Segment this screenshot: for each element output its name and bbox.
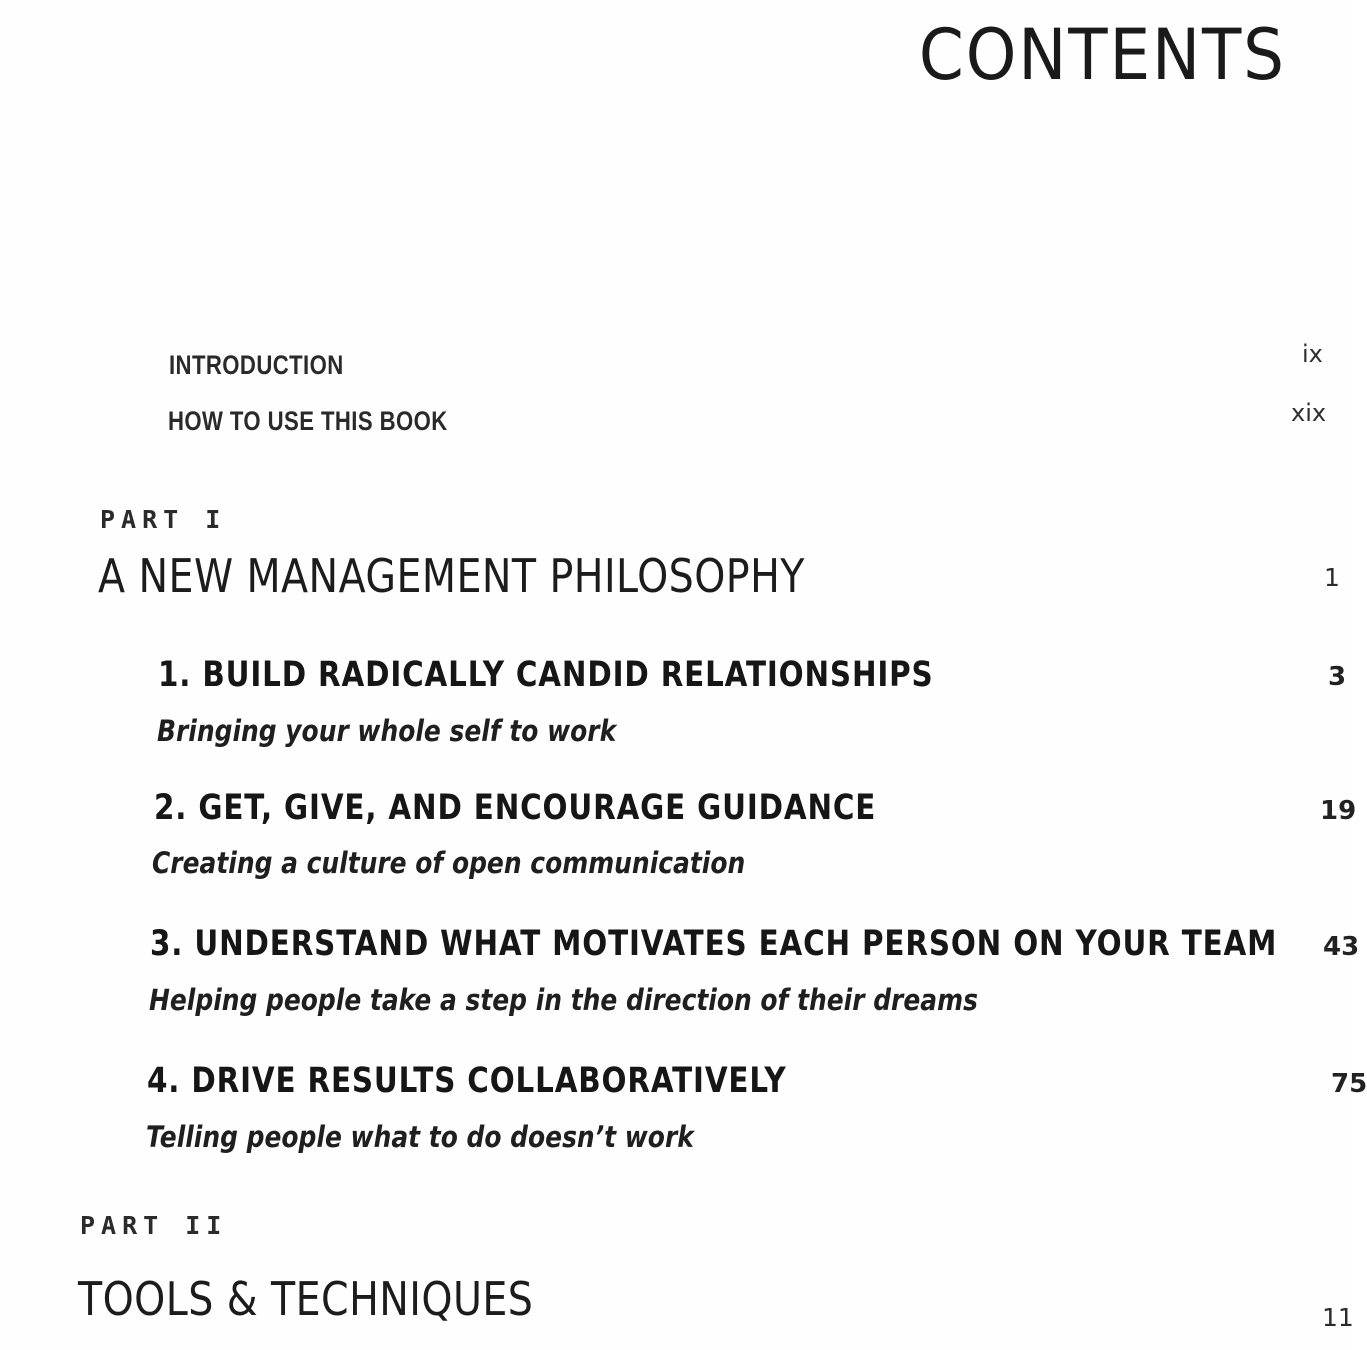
chapter-page-1: 3 xyxy=(1328,662,1347,692)
chapter-subtitle-3: Helping people take a step in the direction of their dreams xyxy=(149,983,978,1017)
chapter-title-1: 1. BUILD RADICALLY CANDID RELATIONSHIPS xyxy=(158,655,934,695)
part-title-1: A NEW MANAGEMENT PHILOSOPHY xyxy=(98,549,805,603)
chapter-title-4: 4. DRIVE RESULTS COLLABORATIVELY xyxy=(147,1061,787,1101)
chapter-subtitle-2: Creating a culture of open communication xyxy=(152,846,746,880)
chapter-page-3: 43 xyxy=(1323,932,1360,962)
toc-entry-introduction: INTRODUCTION xyxy=(169,350,344,380)
chapter-page-2: 19 xyxy=(1320,796,1357,826)
part-page-2: 11 xyxy=(1322,1303,1354,1332)
part-label-2: PART II xyxy=(80,1211,228,1240)
chapter-title-3: 3. UNDERSTAND WHAT MOTIVATES EACH PERSON ON YOUR TEAM xyxy=(150,924,1278,964)
toc-entry-how-to-use: HOW TO USE THIS BOOK xyxy=(168,406,448,436)
chapter-page-4: 75 xyxy=(1331,1069,1367,1099)
toc-page-introduction: ix xyxy=(1302,340,1323,368)
toc-page-how-to-use: xix xyxy=(1291,399,1327,427)
part-page-1: 1 xyxy=(1324,563,1340,592)
page-title: CONTENTS xyxy=(919,14,1286,96)
part-title-2: TOOLS & TECHNIQUES xyxy=(78,1272,534,1326)
part-label-1: PART I xyxy=(100,505,227,534)
chapter-title-2: 2. GET, GIVE, AND ENCOURAGE GUIDANCE xyxy=(154,788,877,828)
chapter-subtitle-4: Telling people what to do doesn’t work xyxy=(146,1120,694,1154)
chapter-subtitle-1: Bringing your whole self to work xyxy=(157,714,617,748)
